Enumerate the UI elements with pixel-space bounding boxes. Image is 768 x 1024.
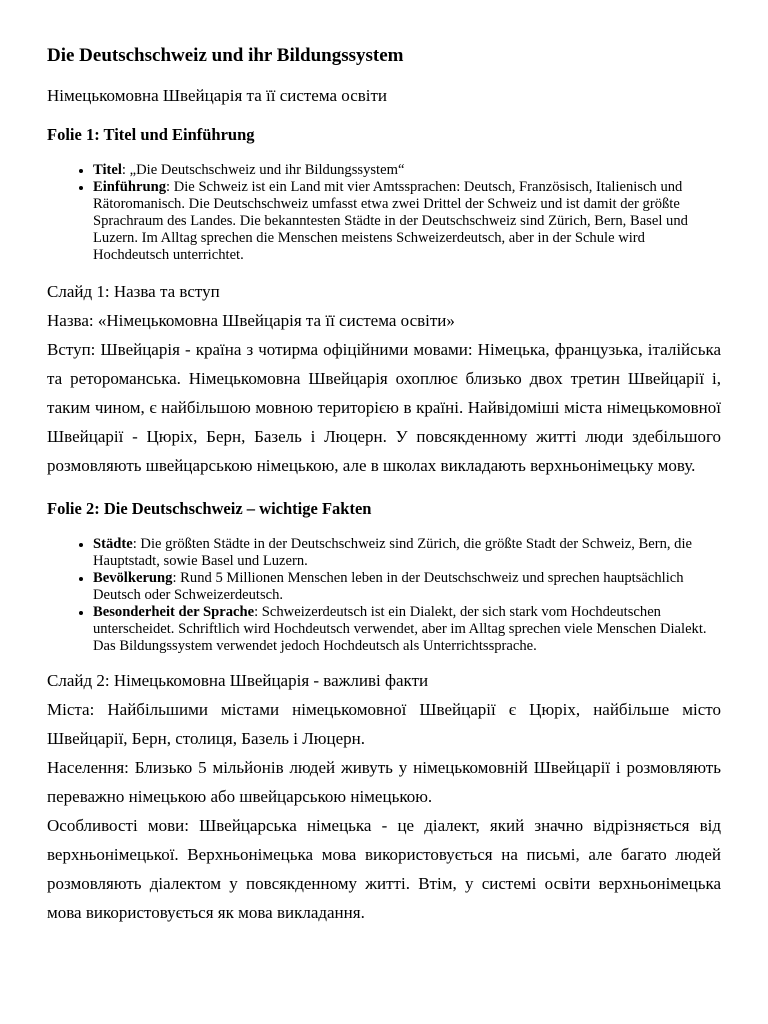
folie-1-list (47, 146, 721, 264)
folie-1-heading: Folie 1: Titel und Einführung (47, 125, 255, 144)
document-title: Die Deutschschweiz und ihr Bildungssystem (47, 45, 404, 66)
slide-2-population: Населення: Близько 5 мільйонів людей живуть у німецькомовній Швейцарії і розмовляють переважно німецькою або швейцарською німецькою. (47, 758, 721, 806)
list-item (93, 604, 721, 655)
list-item-text: : Rund 5 Millionen Menschen leben in der Deutschschweiz und sprechen hauptsächlich Deutsch oder Schweizerdeutsch. (93, 570, 684, 603)
list-item-term: Städte (93, 536, 133, 552)
slide-1-heading: Слайд 1: Назва та вступ (47, 282, 220, 301)
list-item-term: Titel (93, 162, 122, 178)
slide-2-heading: Слайд 2: Німецькомовна Швейцарія - важливі факти (47, 671, 429, 690)
list-item (93, 162, 721, 179)
slide-1-intro: Вступ: Швейцарія - країна з чотирма офіційними мовами: Німецька, французька, італійська та ретороманська. Німецькомовна Швейцарія охоплює близько двох третин Швейцарії і, таким чином, є найбільшою мовною територією в країні. Найвідоміші міста німецькомовної Швейцарії - Цюріх, Берн, Базель і Люцерн. У повсякденному житті люди здебільшого розмовляють швейцарською німецькою, але в школах викладають верхньонімецьку мову. (47, 340, 721, 475)
list-item (93, 179, 721, 264)
list-item-text: : Die Schweiz ist ein Land mit vier Amtssprachen: Deutsch, Französisch, Italienisch und Rätoromanisch. Die Deutschschweiz umfasst etwa zwei Drittel der Schweiz und ist damit der größte Sprachraum des Landes. Die bekanntesten Städte in der Deutschschweiz sind Zürich, Bern, Basel und Luzern. Im Alltag sprechen die Menschen meistens Schweizerdeutsch, aber in der Schule wird Hochdeutsch unterrichtet. (93, 179, 688, 263)
slide-2-cities: Міста: Найбільшими містами німецькомовної Швейцарії є Цюріх, найбільше місто Швейцарії, Берн, столиця, Базель і Люцерн. (47, 700, 721, 748)
slide-1-name-line: Назва: «Німецькомовна Швейцарія та її система освіти» (47, 311, 455, 330)
folie-2-list (47, 520, 721, 655)
list-item-term: Einführung (93, 179, 167, 195)
list-item-term: Bevölkerung (93, 570, 173, 586)
list-item (93, 536, 721, 570)
list-item-text: : Schweizerdeutsch ist ein Dialekt, der sich stark vom Hochdeutschen unterscheidet. Schriftlich wird Hochdeutsch verwendet, aber im Alltag sprechen viele Menschen Dialekt. Das Bildungssystem verwendet jedoch Hochdeutsch als Unterrichtssprache. (93, 604, 707, 654)
list-item-text: : Die größten Städte in der Deutschschweiz sind Zürich, die größte Stadt der Schweiz, Bern, die Hauptstadt, sowie Basel und Luzern. (93, 536, 693, 569)
document-subtitle: Німецькомовна Швейцарія та її система освіти (47, 86, 388, 105)
list-item-term: Besonderheit der Sprache (93, 604, 255, 620)
folie-2-heading: Folie 2: Die Deutschschweiz – wichtige Fakten (47, 499, 372, 518)
list-item-text: : „Die Deutschschweiz und ihr Bildungssystem“ (121, 162, 405, 178)
list-item (93, 570, 721, 604)
slide-2-language: Особливості мови: Швейцарська німецька - це діалект, який значно відрізняється від верхньонімецької. Верхньонімецька мова використовується на письмі, але багато людей розмовляють діалектом у повсякденному житті. Втім, у системі освіти верхньонімецька мова використовується як мова викладання. (47, 816, 721, 922)
